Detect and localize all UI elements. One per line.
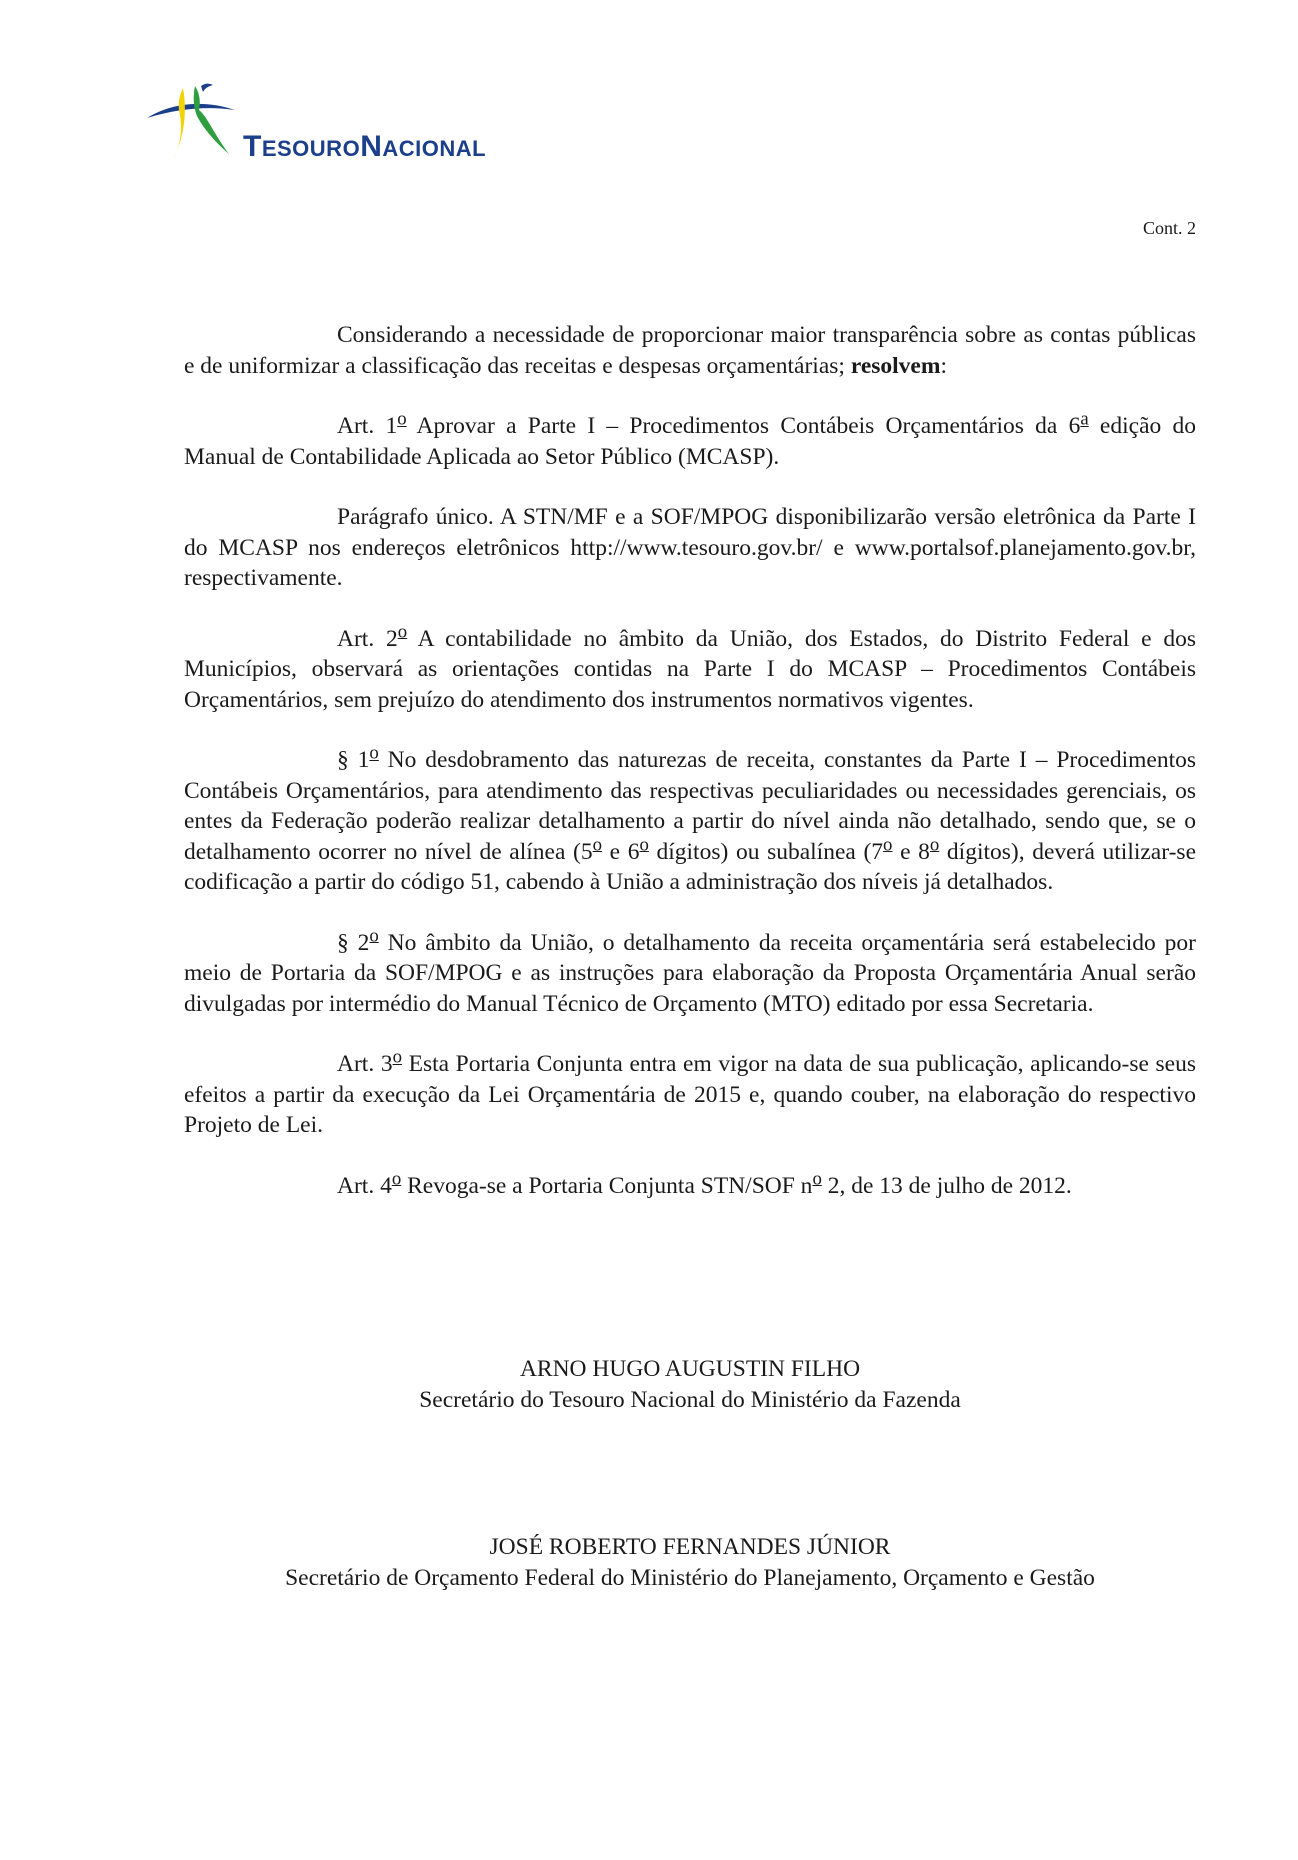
paragraph-art-2-par-1: § 1$^o$ No desdobramento das naturezas de receita, constantes da Parte I – Procedimentos Contábeis Orçamentários, para atendimento das respectivas peculiaridades ou necessidades gerenciais, os entes da Federação poderão realizar detalhamento a partir do nível ainda não detalhado, sendo que, se o detalhamento ocorrer no nível de alínea (5$^o$ e 6$^o$ dígitos) ou subalínea (7$^o$ e 8$^o$ dígitos), deverá utilizar-se codificação a partir do código 51, cabendo à União a administração dos níveis já detalhados. xyxy=(184,742,1196,895)
signatory-role: Secretário de Orçamento Federal do Ministério do Planejamento, Orçamento e Gestão xyxy=(285,1565,1095,1591)
signatory-role: Secretário do Tesouro Nacional do Ministério da Fazenda xyxy=(419,1387,961,1413)
paragraph-art-1-paragrafo-unico: Parágrafo único. A STN/MF e a SOF/MPOG disponibilizarão versão eletrônica da Parte I do MCASP nos endereços eletrônicos http://www.tesouro.gov.br/ e www.portalsof.planejamento.gov.br, respectivamente. xyxy=(184,504,1196,591)
tesouro-nacional-logo xyxy=(143,80,563,170)
signature-block-stn xyxy=(184,1354,1196,1416)
signatory-name: JOSÉ ROBERTO FERNANDES JÚNIOR xyxy=(489,1534,891,1560)
document-body xyxy=(184,320,1196,1231)
signatory-name: ARNO HUGO AUGUSTIN FILHO xyxy=(519,1356,861,1382)
paragraph-art-2: Art. 2$^o$ A contabilidade no âmbito da União, dos Estados, do Distrito Federal e dos Municípios, observará as orientações contidas na Parte I do MCASP – Procedimentos Contábeis Orçamentários, sem prejuízo do atendimento dos instrumentos normativos vigentes. xyxy=(184,621,1196,713)
paragraph-art-1: Art. 1$^o$ Aprovar a Parte I – Procedimentos Contábeis Orçamentários da 6$^a$ edição do Manual de Contabilidade Aplicada ao Setor Público (MCASP). xyxy=(184,408,1196,470)
continuation-label: Cont. 2 xyxy=(1142,218,1196,238)
tesouro-nacional-mark-icon xyxy=(143,80,253,170)
logo-wordmark: TESOURONACIONAL xyxy=(243,130,487,163)
paragraph-art-4: Art. 4$^o$ Revoga-se a Portaria Conjunta STN/SOF $n^o$ 2, de 13 de julho de 2012. xyxy=(337,1168,1072,1199)
paragraph-art-2-par-2: § 2$^o$ No âmbito da União, o detalhamento da receita orçamentária será estabelecido por meio de Portaria da SOF/MPOG e as instruções para elaboração da Proposta Orçamentária Anual serão divulgadas por intermédio do Manual Técnico de Orçamento (MTO) editado por essa Secretaria. xyxy=(184,925,1196,1017)
signature-block-sof xyxy=(184,1532,1196,1594)
paragraph-art-3: Art. 3$^o$ Esta Portaria Conjunta entra em vigor na data de sua publicação, aplicando-se seus efeitos a partir da execução da Lei Orçamentária de 2015 e, quando couber, na elaboração do respectivo Projeto de Lei. xyxy=(184,1046,1197,1138)
paragraph-considerando: Considerando a necessidade de proporcionar maior transparência sobre as contas públicas e de uniformizar a classificação das receitas e despesas orçamentárias; resolvem: xyxy=(184,322,1196,379)
